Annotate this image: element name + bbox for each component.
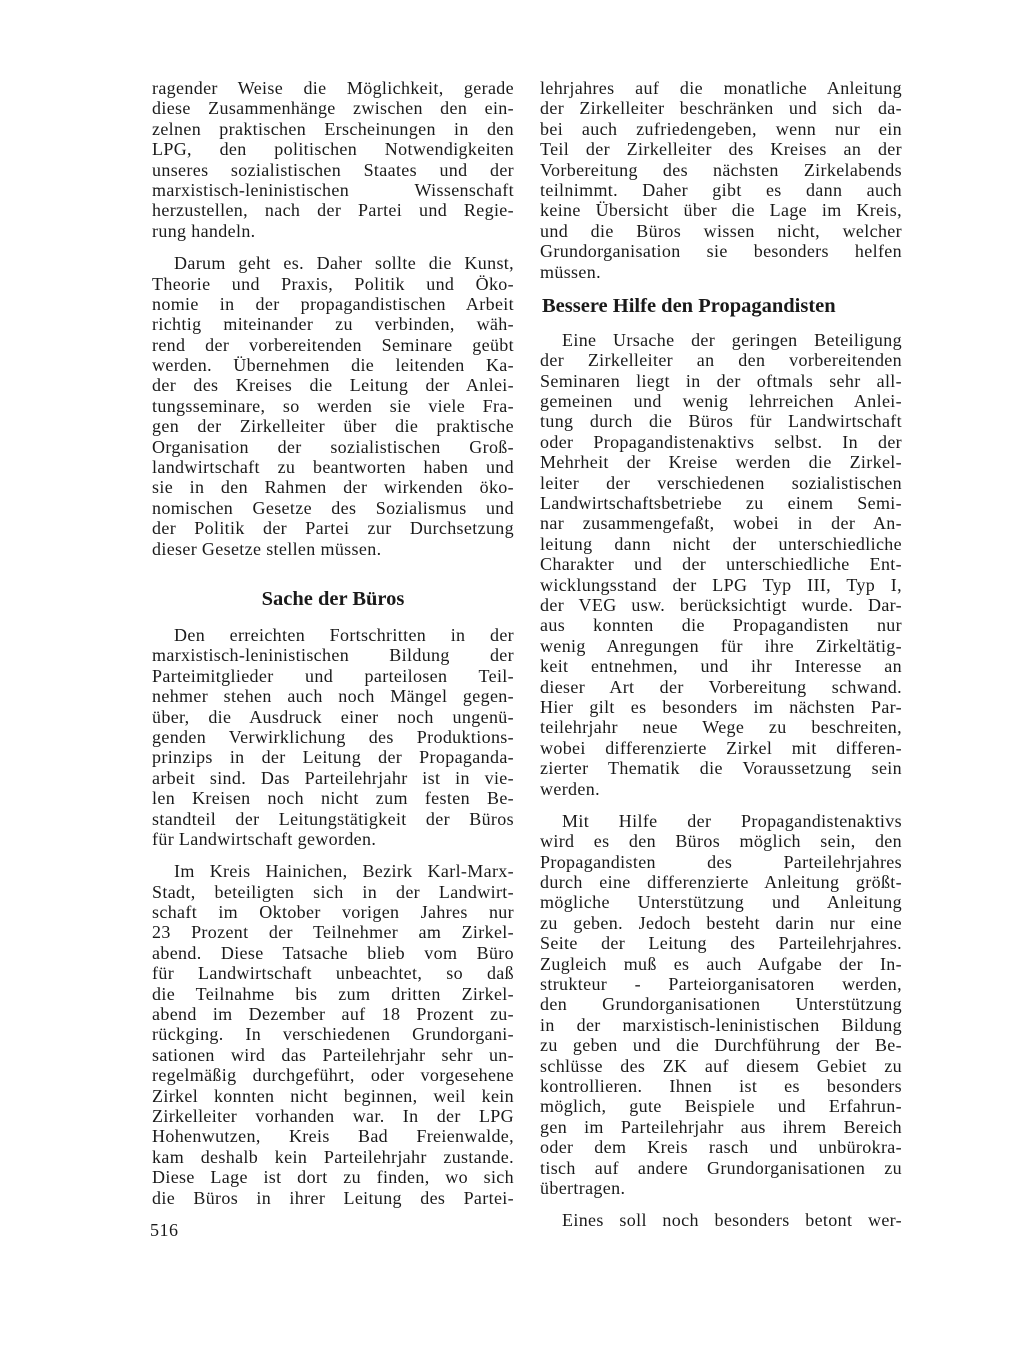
text-line: in der marxistisch-leninistischen Bildung bbox=[540, 1014, 902, 1035]
text-line: rend der vorbereitenden Seminare geübt bbox=[152, 334, 514, 355]
text-line: teilnimmt. Daher gibt es dann auch bbox=[540, 179, 902, 200]
text-line: Eine Ursache der geringen Beteiligung bbox=[562, 329, 902, 350]
paragraph bbox=[152, 253, 514, 559]
text-line: Landwirtschaftsbetriebe zu einem Semi- bbox=[540, 493, 902, 514]
section-heading: Bessere Hilfe den Propagandisten bbox=[542, 294, 836, 317]
text-line: nehmer stehen auch noch Mängel gegen- bbox=[152, 686, 514, 707]
text-line: gemeinen und wenig lehrreichen Anlei- bbox=[540, 391, 902, 412]
text-line: aus konnten die Propagandisten nur bbox=[540, 615, 902, 636]
text-line: strukteur - Parteiorganisatoren werden, bbox=[540, 974, 902, 995]
text-line: über, die Ausdruck einer noch ungenü- bbox=[152, 706, 514, 727]
paragraph bbox=[540, 1210, 902, 1230]
text-line: lehrjahres auf die monatliche Anleitung bbox=[540, 78, 902, 98]
right-column bbox=[540, 78, 902, 1243]
text-line: wird es den Büros möglich sein, den bbox=[540, 831, 902, 852]
text-line: der Zirkelleiter beschränken und sich da- bbox=[540, 98, 902, 119]
text-line: Organisation der sozialistischen Groß- bbox=[152, 436, 514, 457]
text-line: wicklungsstand der LPG Typ III, Typ I, bbox=[540, 574, 902, 595]
text-line: Diese Lage ist dort zu finden, wo sich bbox=[152, 1167, 514, 1188]
text-line: müssen. bbox=[540, 261, 601, 282]
text-line: durch eine differenzierte Anleitung größt- bbox=[540, 872, 902, 893]
text-line: Parteimitglieder und parteilosen Teil- bbox=[152, 665, 514, 686]
text-line: Mit Hilfe der Propagandistenaktivs bbox=[562, 810, 902, 831]
text-line: die Teilnahme bis zum dritten Zirkel- bbox=[152, 983, 514, 1004]
text-line: marxistisch-leninistischen Bildung der bbox=[152, 645, 514, 666]
text-line: standteil der Leitungstätigkeit der Büros bbox=[152, 808, 514, 829]
text-line: werden. bbox=[540, 778, 600, 799]
text-line: nomie in der propagandistischen Arbeit bbox=[152, 293, 514, 314]
paragraph bbox=[540, 330, 902, 799]
text-line: kontrollieren. Ihnen ist es besonders bbox=[540, 1075, 902, 1096]
text-line: Stadt, beteiligten sich in der Landwirt- bbox=[152, 881, 514, 902]
text-line: dieser Gesetze stellen müssen. bbox=[152, 538, 382, 559]
text-line: Darum geht es. Daher sollte die Kunst, bbox=[174, 253, 514, 274]
text-line: möglich, gute Beispiele und Erfahrun- bbox=[540, 1096, 902, 1117]
text-line: kam deshalb kein Parteilehrjahr zustande. bbox=[152, 1146, 514, 1167]
text-line: schaft im Oktober vorigen Jahres nur bbox=[152, 902, 514, 923]
text-line: ragender Weise die Möglichkeit, gerade bbox=[152, 78, 514, 98]
text-line: zu geben und die Durchführung der Be- bbox=[540, 1035, 902, 1056]
text-line: Zugleich muß es auch Aufgabe der In- bbox=[540, 953, 902, 974]
text-line: richtig miteinander zu verbinden, wäh- bbox=[152, 314, 514, 335]
text-line: übertragen. bbox=[540, 1177, 626, 1198]
text-line: gen der Zirkelleiter über die praktische bbox=[152, 416, 514, 437]
text-line: mögliche Unterstützung und Anleitung bbox=[540, 892, 902, 913]
paragraph bbox=[540, 811, 902, 1198]
text-line: zierter Thematik die Voraussetzung sein bbox=[540, 758, 902, 779]
text-line: wenig Anregungen für ihre Zirkeltätig- bbox=[540, 635, 902, 656]
text-line: tung durch die Büros für Landwirtschaft bbox=[540, 411, 902, 432]
text-line: teilehrjahr neue Wege zu beschreiten, bbox=[540, 717, 902, 738]
text-line: Propagandisten des Parteilehrjahres bbox=[540, 851, 902, 872]
paragraph bbox=[540, 78, 902, 282]
text-line: landwirtschaft zu beantworten haben und bbox=[152, 457, 514, 478]
text-line: 23 Prozent der Teilnehmer am Zirkel- bbox=[152, 922, 514, 943]
text-line: Zirkel konnten nicht beginnen, weil kein bbox=[152, 1085, 514, 1106]
text-line: der Zirkelleiter an den vorbereitenden bbox=[540, 350, 902, 371]
text-line: Mehrheit der Kreise werden die Zirkel- bbox=[540, 452, 902, 473]
text-line: LPG, den politischen Notwendigkeiten bbox=[152, 139, 514, 160]
text-line: Eines soll noch besonders betont wer- bbox=[562, 1210, 902, 1231]
text-line: oder Propagandistenaktivs selbst. In der bbox=[540, 431, 902, 452]
text-line: keit entnehmen, und ihr Interesse an bbox=[540, 656, 902, 677]
text-line: abend. Diese Tatsache blieb vom Büro bbox=[152, 942, 514, 963]
text-line: tisch auf andere Grundorganisationen zu bbox=[540, 1157, 902, 1178]
text-line: abend im Dezember auf 18 Prozent zu- bbox=[152, 1004, 514, 1025]
text-line: bei auch zufriedengeben, wenn nur ein bbox=[540, 118, 902, 139]
text-line: len Kreisen noch nicht zum festen Be- bbox=[152, 788, 514, 809]
page-number: 516 bbox=[150, 1220, 179, 1240]
text-line: leiter der verschiedenen sozialistischen bbox=[540, 472, 902, 493]
text-line: Charakter und der unterschiedliche Ent- bbox=[540, 554, 902, 575]
text-line: gen im Parteilehrjahr aus ihrem Bereich bbox=[540, 1116, 902, 1137]
text-line: diese Zusammenhänge zwischen den ein- bbox=[152, 98, 514, 119]
text-line: unseres sozialistischen Staates und der bbox=[152, 159, 514, 180]
text-line: regelmäßig durchgeführt, oder vorgesehene bbox=[152, 1065, 514, 1086]
text-line: wobei differenzierte Zirkel mit differen- bbox=[540, 737, 902, 758]
text-line: genden Verwirklichung des Produktions- bbox=[152, 726, 514, 747]
text-line: keine Übersicht über die Lage im Kreis, bbox=[540, 200, 902, 221]
paragraph bbox=[152, 861, 514, 1208]
text-line: schlüsse des ZK auf diesem Gebiet zu bbox=[540, 1055, 902, 1076]
text-line: tungsseminare, so werden sie viele Fra- bbox=[152, 395, 514, 416]
text-line: marxistisch-leninistischen Wissenschaft bbox=[152, 179, 514, 200]
text-line: die Büros in ihrer Leitung des Partei- bbox=[152, 1187, 514, 1208]
text-line: Hohenwutzen, Kreis Bad Freienwalde, bbox=[152, 1126, 514, 1147]
text-line: arbeit sind. Das Parteilehrjahr ist in vie- bbox=[152, 767, 514, 788]
text-line: Teil der Zirkelleiter des Kreises an der bbox=[540, 139, 902, 160]
text-line: Den erreichten Fortschritten in der bbox=[174, 624, 514, 645]
text-line: werden. Übernehmen die leitenden Ka- bbox=[152, 355, 514, 376]
text-line: sie in den Rahmen der wirkenden öko- bbox=[152, 477, 514, 498]
paragraph bbox=[152, 625, 514, 849]
left-column bbox=[152, 78, 514, 1220]
text-line: Theorie und Praxis, Politik und Öko- bbox=[152, 273, 514, 294]
text-line: sationen wird das Parteilehrjahr sehr un- bbox=[152, 1044, 514, 1065]
text-line: dieser Art der Vorbereitung schwand. bbox=[540, 676, 902, 697]
text-line: rückging. In verschiedenen Grundorgani- bbox=[152, 1024, 514, 1045]
text-line: Seite der Leitung des Parteilehrjahres. bbox=[540, 933, 902, 954]
text-line: Zirkelleiter vorhanden war. In der LPG bbox=[152, 1105, 514, 1126]
text-line: prinzips in der Leitung der Propaganda- bbox=[152, 747, 514, 768]
text-line: Im Kreis Hainichen, Bezirk Karl-Marx- bbox=[174, 861, 514, 882]
text-line: den Grundorganisationen Unterstützung bbox=[540, 994, 902, 1015]
text-line: leitung dann nicht der unterschiedliche bbox=[540, 533, 902, 554]
text-line: nar zusammengefaßt, wobei in der An- bbox=[540, 513, 902, 534]
text-line: für Landwirtschaft geworden. bbox=[152, 828, 377, 849]
text-line: und die Büros wissen nicht, welcher bbox=[540, 220, 902, 241]
text-line: oder dem Kreis rasch und unbürokra- bbox=[540, 1137, 902, 1158]
text-line: der des Kreises die Leitung der Anlei- bbox=[152, 375, 514, 396]
text-line: der Politik der Partei zur Durchsetzung bbox=[152, 518, 514, 539]
text-line: Hier gilt es besonders im nächsten Par- bbox=[540, 696, 902, 717]
text-line: rung handeln. bbox=[152, 220, 256, 241]
section-heading: Sache der Büros bbox=[261, 587, 405, 610]
text-line: für Landwirtschaft unbeachtet, so daß bbox=[152, 963, 514, 984]
text-line: der VEG usw. berücksichtigt wurde. Dar- bbox=[540, 594, 902, 615]
text-line: zelnen praktischen Erscheinungen in den bbox=[152, 118, 514, 139]
text-line: Seminaren liegt in der oftmals sehr all- bbox=[540, 370, 902, 391]
text-line: zu geben. Jedoch besteht darin nur eine bbox=[540, 912, 902, 933]
text-line: Vorbereitung des nächsten Zirkelabends bbox=[540, 159, 902, 180]
text-line: herzustellen, nach der Partei und Regie- bbox=[152, 200, 514, 221]
paragraph bbox=[152, 78, 514, 241]
text-line: Grundorganisation sie besonders helfen bbox=[540, 241, 902, 262]
text-line: nomischen Gesetze des Sozialismus und bbox=[152, 497, 514, 518]
